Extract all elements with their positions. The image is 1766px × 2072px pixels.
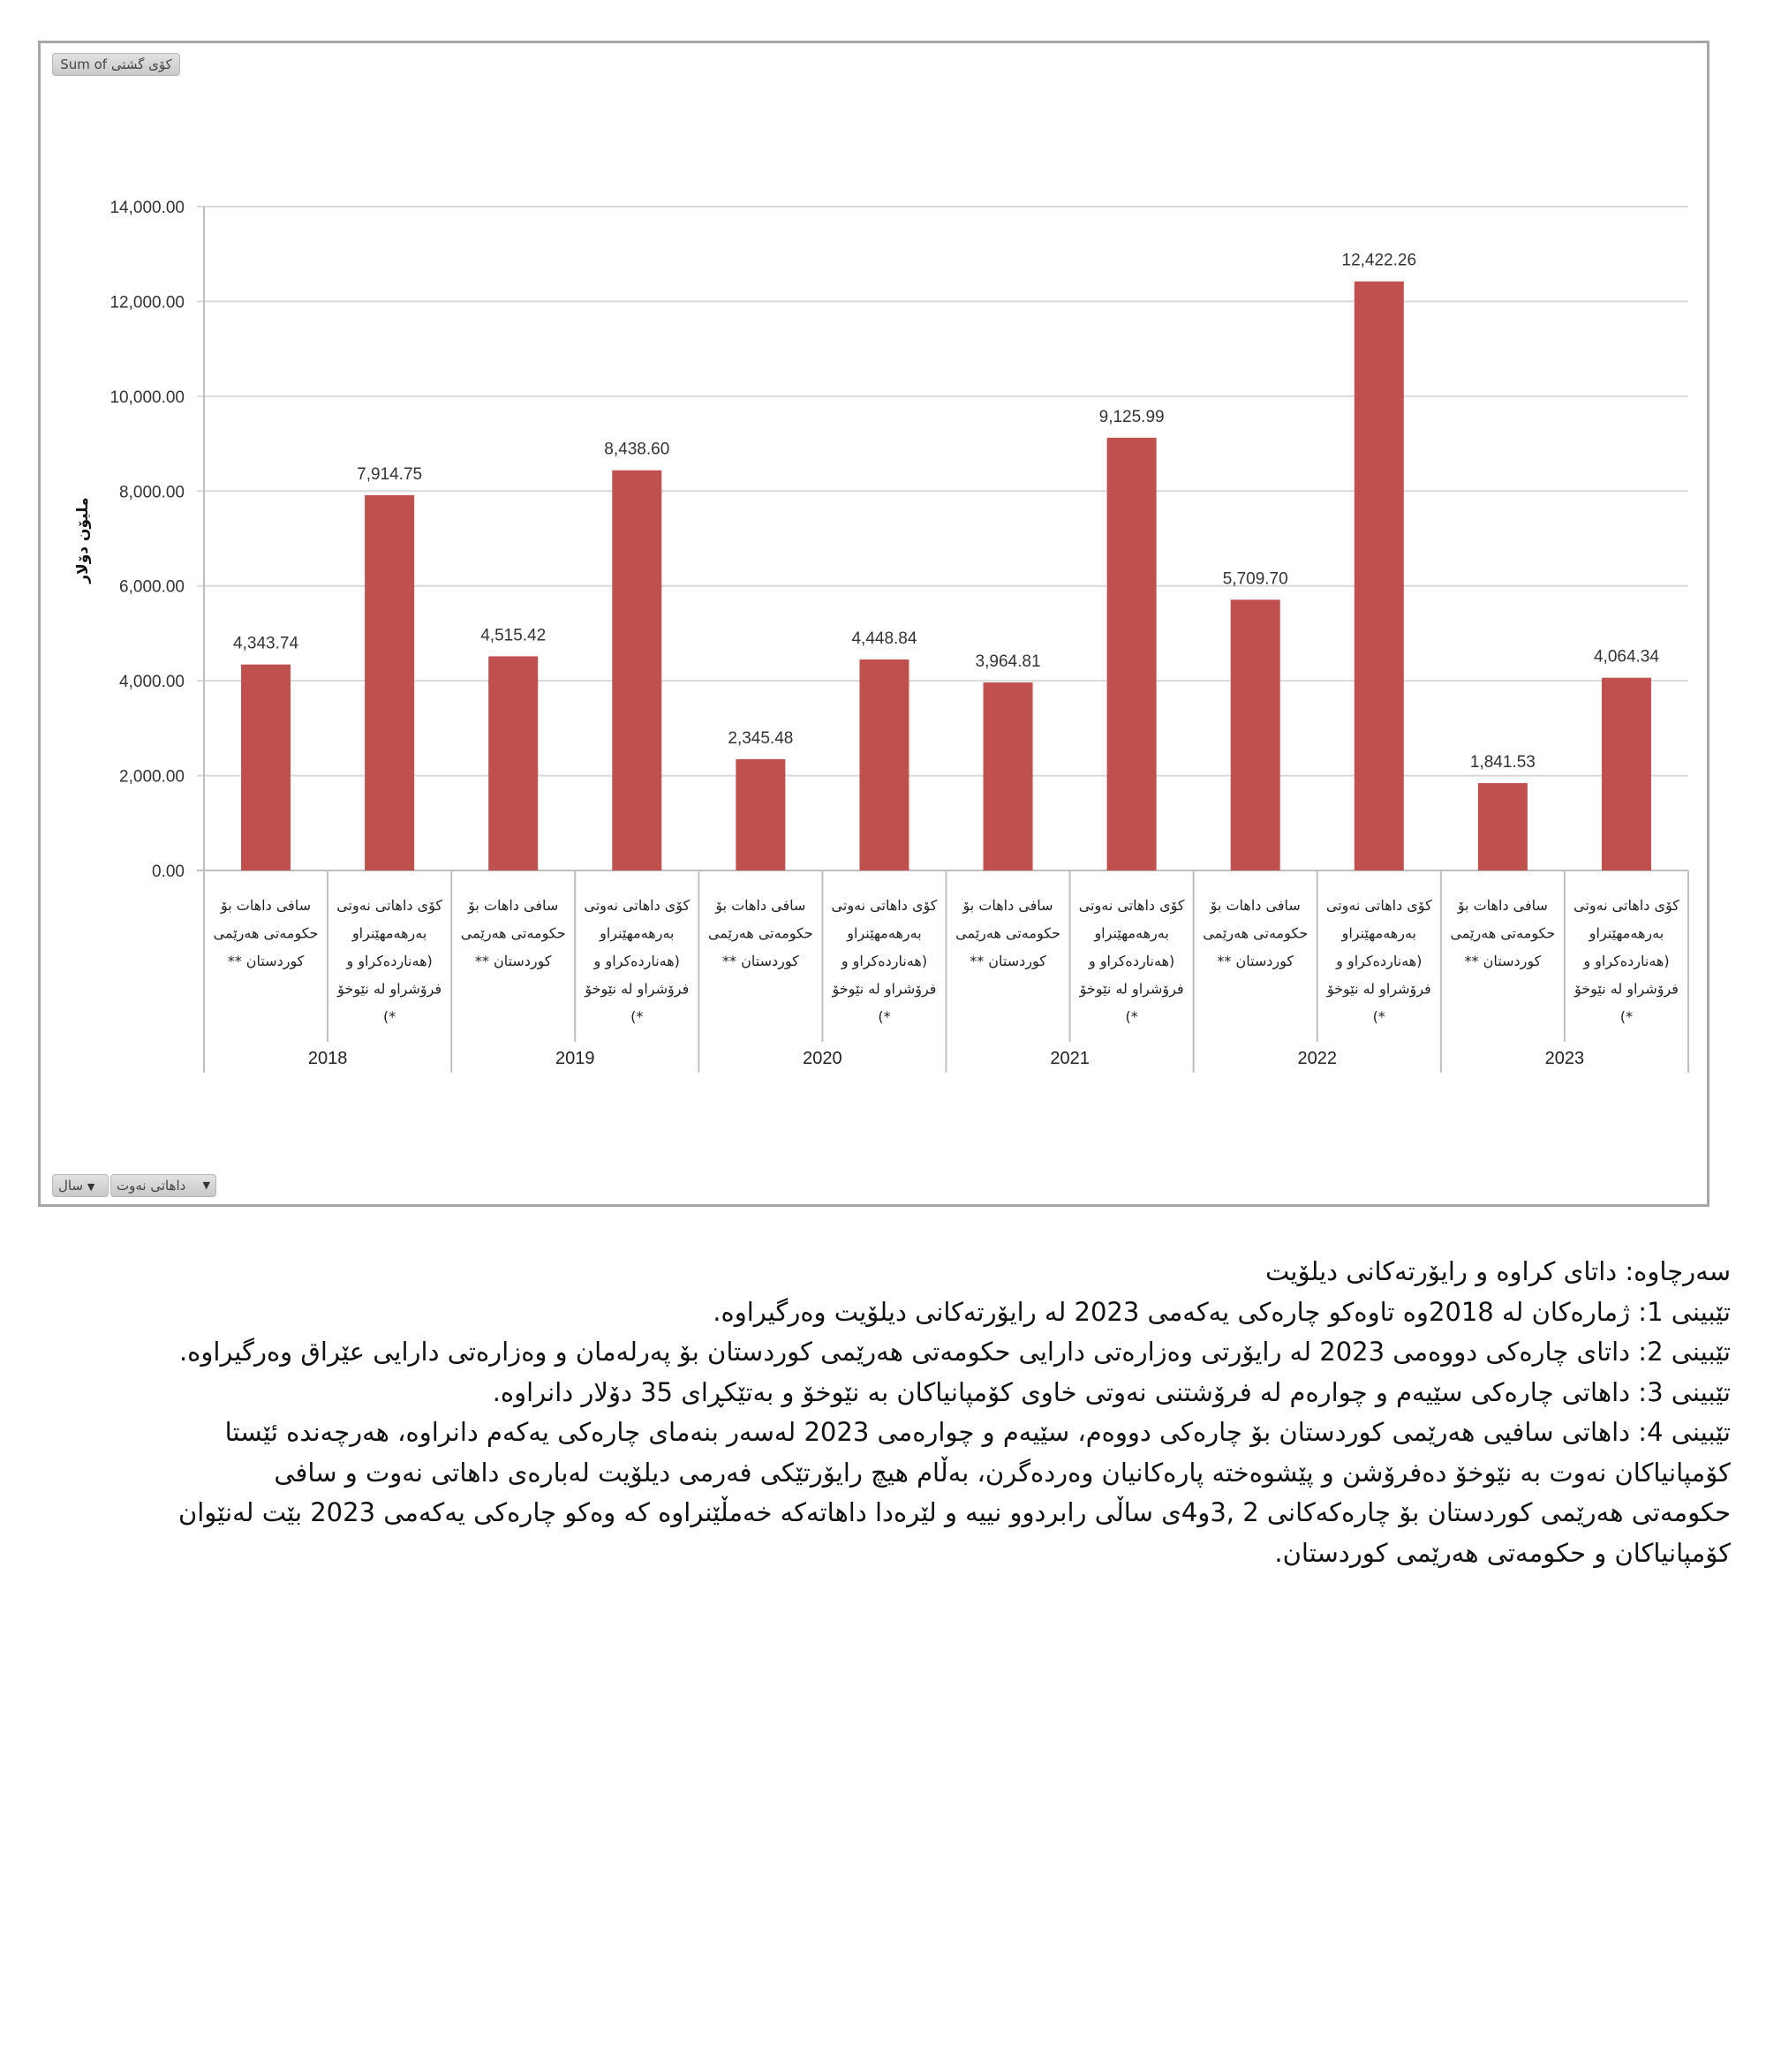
x-category-label: سافی داهات بۆ: [220, 897, 312, 914]
data-label: 4,448.84: [851, 629, 917, 649]
x-category-label: *): [1619, 1008, 1634, 1025]
x-category-label: کوردستان **: [970, 953, 1046, 969]
x-category-label: بەرهەمهێنراو: [351, 924, 427, 942]
x-year-label: 2018: [307, 1049, 348, 1068]
x-category-label: بەرهەمهێنراو: [1094, 924, 1169, 942]
x-category-label: (هەناردەکراو و: [1583, 953, 1670, 969]
bar: [859, 659, 909, 870]
x-category-label: *): [630, 1008, 644, 1025]
x-category-label: (هەناردەکراو و: [346, 953, 433, 969]
x-year-label: 2019: [555, 1049, 595, 1068]
x-category-label: کوردستان **: [227, 953, 305, 969]
data-label: 4,343.74: [233, 634, 299, 653]
data-label: 4,515.42: [480, 626, 547, 645]
x-category-label: حکومەتی هەرێمی: [707, 924, 813, 942]
x-category-label: بەرهەمهێنراو: [1341, 924, 1416, 942]
x-category-label: کۆی داهاتی نەوتی: [1574, 897, 1679, 914]
bar: [365, 495, 414, 870]
x-category-label: کۆی داهاتی نەوتی: [336, 897, 443, 914]
y-tick-label: 8,000.00: [119, 483, 185, 502]
x-category-label: سافی داهات بۆ: [715, 897, 806, 914]
x-category-label: کۆی داهاتی نەوتی: [1325, 897, 1432, 914]
x-category-label: کوردستان **: [1464, 953, 1542, 969]
y-tick-label: 4,000.00: [119, 673, 185, 692]
data-label: 9,125.99: [1098, 407, 1165, 426]
bar: [1602, 678, 1651, 870]
source-note: سەرچاوە: داتای کراوە و رایۆرتەکانی دیلۆیت: [1264, 1256, 1731, 1286]
x-category-label: فرۆشراو لە نێوخۆ: [1326, 980, 1431, 998]
bar: [736, 759, 785, 870]
x-category-label: کوردستان **: [722, 953, 799, 969]
y-axis-ticks: [109, 199, 185, 881]
note-2: تێبینی 2: داتای چارەکی دووەمی 2023 لە رایۆرتی وەزارەتی دارایی حکومەتی هەرێمی کوردستان بۆ پەرلەمان و وەزارەتی دارایی عێراق وەرگیراوە.: [178, 1337, 1731, 1367]
gridlines: [197, 207, 1688, 870]
x-category-label: *): [1125, 1008, 1138, 1025]
x-category-label: بەرهەمهێنراو: [1589, 924, 1664, 942]
data-label: 7,914.75: [357, 464, 423, 484]
data-label: 5,709.70: [1222, 569, 1288, 589]
data-label: 12,422.26: [1341, 251, 1417, 270]
x-category-label: کۆی داهاتی نەوتی: [584, 897, 691, 914]
x-axis: [204, 870, 1688, 1073]
data-label: 4,064.34: [1593, 647, 1659, 667]
x-category-label: *): [878, 1008, 891, 1025]
x-category-label: (هەناردەکراو و: [593, 953, 680, 969]
x-category-label: کوردستان **: [1217, 953, 1294, 969]
notes-block: [177, 1252, 1731, 1573]
note-3: تێبینی 3: داهاتی چارەکی سێیەم و چوارەم لە فرۆشتنی نەوتی خاوی کۆمپانیاکان بە نێوخۆ و بەتێکڕای 35 دۆلار دانراوە.: [492, 1376, 1731, 1407]
x-category-label: حکومەتی هەرێمی: [1450, 924, 1556, 942]
bar: [984, 682, 1033, 870]
x-category-label: (هەناردەکراو و: [1089, 953, 1175, 969]
x-category-label: *): [383, 1008, 396, 1025]
bar: [1107, 438, 1157, 870]
y-tick-label: 2,000.00: [119, 767, 185, 787]
x-category-label: فرۆشراو لە نێوخۆ: [1574, 980, 1679, 998]
x-category-label: فرۆشراو لە نێوخۆ: [1079, 980, 1184, 998]
note-1: تێبینی 1: ژمارەکان لە 2018وە تاوەکو چارەکی یەکەمی 2023 لە رایۆرتەکانی دیلۆیت وەرگیراوە.: [713, 1296, 1731, 1327]
bar: [1355, 282, 1404, 870]
bar: [612, 471, 661, 870]
x-category-label: کوردستان **: [474, 953, 552, 969]
chevron-down-icon: ▼: [202, 1179, 210, 1191]
x-year-label: 2020: [803, 1049, 842, 1068]
y-tick-label: 12,000.00: [109, 293, 185, 313]
y-tick-label: 10,000.00: [109, 388, 185, 407]
x-category-label: سافی داهات بۆ: [1210, 897, 1301, 914]
x-category-label: فرۆشراو لە نێوخۆ: [337, 980, 442, 998]
x-category-label: (هەناردەکراو و: [1336, 953, 1423, 969]
x-category-label: حکومەتی هەرێمی: [460, 924, 566, 942]
oil-revenue-filter-label: داهاتی نەوت: [117, 1178, 186, 1194]
x-category-label: فرۆشراو لە نێوخۆ: [832, 980, 937, 998]
bar: [241, 665, 291, 870]
x-year-label: 2022: [1297, 1049, 1337, 1068]
x-category-label: فرۆشراو لە نێوخۆ: [585, 980, 690, 998]
x-year-label: 2021: [1050, 1049, 1090, 1068]
sum-field-button[interactable]: Sum of کۆی گشتی: [52, 53, 180, 76]
y-axis-title: ملیۆن دۆلار: [74, 497, 92, 584]
x-year-label: 2023: [1544, 1049, 1585, 1068]
data-label: 1,841.53: [1469, 753, 1536, 772]
x-category-label: سافی داهات بۆ: [962, 897, 1053, 914]
x-category-label: کۆی داهاتی نەوتی: [831, 897, 938, 914]
x-category-label: حکومەتی هەرێمی: [213, 924, 319, 942]
bar: [1478, 783, 1528, 870]
year-filter-label: سال: [58, 1178, 84, 1194]
x-category-label: کۆی داهاتی نەوتی: [1078, 897, 1185, 914]
data-label: 3,964.81: [975, 652, 1041, 672]
note-4: تێبینی 4: داهاتی سافیی هەرێمی کوردستان بۆ چارەکی دووەم، سێیەم و چوارەمی 2023 لەسەر بنەمای چارەکی یەکەم دانراوە، هەرچەندە ئێستا کۆمپانیاکان نەوت بە نێوخۆ دەفرۆشن و پێشوەختە پارەکانیان وەردەگرن، بەڵام هیچ رایۆرتێکی فەرمی دیلۆیت لەبارەی داهاتی نەوت و سافی حکومەتی هەرێمی کوردستان بۆ چارەکەکانی 2 ,3و4ی ساڵی رابردوو نییە و لێرەدا داهاتەکە خەمڵێنراوە کە وەکو چارەکی یەکەمی 2023 بێت لەنێوان کۆمپانیاکان و حکومەتی هەرێمی کوردستان.: [177, 1417, 1731, 1568]
y-tick-label: 0.00: [152, 863, 185, 881]
x-category-label: (هەناردەکراو و: [841, 953, 928, 969]
x-category-label: بەرهەمهێنراو: [847, 924, 922, 942]
x-category-label: سافی داهات بۆ: [1457, 897, 1548, 914]
bar: [1231, 599, 1280, 870]
bar: [488, 656, 538, 870]
x-category-label: سافی داهات بۆ: [468, 897, 559, 914]
y-tick-label: 14,000.00: [109, 199, 185, 217]
data-label: 8,438.60: [604, 440, 670, 459]
x-category-label: بەرهەمهێنراو: [600, 924, 675, 942]
data-label: 2,345.48: [728, 729, 794, 749]
x-category-label: حکومەتی هەرێمی: [955, 924, 1060, 942]
y-tick-label: 6,000.00: [119, 577, 185, 597]
x-category-label: حکومەتی هەرێمی: [1203, 924, 1309, 942]
chevron-down-icon: ▼: [87, 1181, 95, 1193]
x-category-label: *): [1372, 1008, 1385, 1025]
bars: [233, 252, 1659, 870]
